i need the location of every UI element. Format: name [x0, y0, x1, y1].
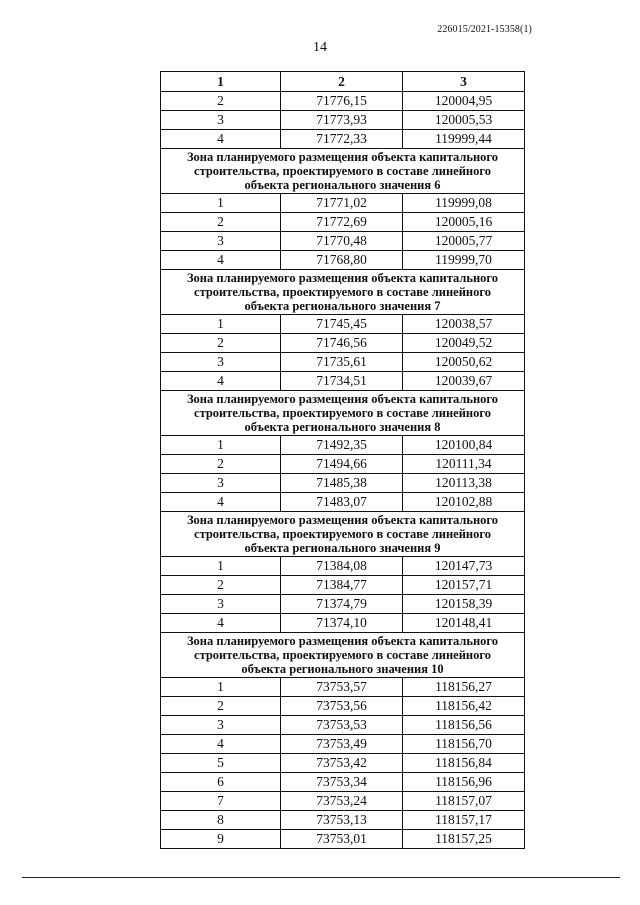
zone-heading-line: Зона планируемого размещения объекта капитального	[186, 513, 499, 527]
table-row	[161, 614, 525, 633]
zone-heading-line: объекта регионального значения 10	[241, 662, 444, 676]
x-coordinate-cell: 71374,10	[281, 614, 403, 633]
zone-heading-line: Зона планируемого размещения объекта капитального	[186, 150, 499, 164]
table-row	[161, 213, 525, 232]
y-coordinate-cell: 118156,42	[403, 697, 525, 716]
table-row	[161, 773, 525, 792]
table-row	[161, 830, 525, 849]
y-coordinate-cell: 120039,67	[403, 372, 525, 391]
table-row	[161, 697, 525, 716]
zone-heading-row	[161, 149, 525, 194]
zone-heading-line: строительства, проектируемого в составе линейного	[194, 648, 491, 662]
x-coordinate-cell: 71776,15	[281, 92, 403, 111]
zone-heading-line: строительства, проектируемого в составе линейного	[194, 527, 491, 541]
zone-heading-line: Зона планируемого размещения объекта капитального	[186, 271, 499, 285]
zone-heading-line: Зона планируемого размещения объекта капитального	[186, 634, 499, 648]
table-row	[161, 474, 525, 493]
header-cell-y: 3	[403, 72, 525, 92]
x-coordinate-cell: 71772,33	[281, 130, 403, 149]
coordinates-table-body	[161, 72, 525, 849]
y-coordinate-cell: 120038,57	[403, 315, 525, 334]
zone-heading-line: строительства, проектируемого в составе линейного	[194, 285, 491, 299]
zone-heading-row	[161, 270, 525, 315]
y-coordinate-cell: 120102,88	[403, 493, 525, 512]
header-cell-x: 2	[281, 72, 403, 92]
coordinates-table	[160, 71, 525, 849]
point-number-cell: 7	[161, 792, 281, 811]
x-coordinate-cell: 71384,08	[281, 557, 403, 576]
point-number-cell: 2	[161, 213, 281, 232]
x-coordinate-cell: 73753,01	[281, 830, 403, 849]
point-number-cell: 2	[161, 334, 281, 353]
point-number-cell: 2	[161, 697, 281, 716]
zone-heading-row	[161, 391, 525, 436]
point-number-cell: 3	[161, 353, 281, 372]
y-coordinate-cell: 120113,38	[403, 474, 525, 493]
zone-heading	[161, 391, 525, 436]
zone-heading-line: объекта регионального значения 9	[244, 541, 441, 555]
point-number-cell: 5	[161, 754, 281, 773]
table-row	[161, 194, 525, 213]
x-coordinate-cell: 71773,93	[281, 111, 403, 130]
table-row	[161, 595, 525, 614]
table-row	[161, 811, 525, 830]
point-number-cell: 9	[161, 830, 281, 849]
table-row	[161, 251, 525, 270]
x-coordinate-cell: 73753,53	[281, 716, 403, 735]
y-coordinate-cell: 120049,52	[403, 334, 525, 353]
x-coordinate-cell: 71374,79	[281, 595, 403, 614]
point-number-cell: 3	[161, 716, 281, 735]
x-coordinate-cell: 71772,69	[281, 213, 403, 232]
y-coordinate-cell: 120100,84	[403, 436, 525, 455]
table-row	[161, 716, 525, 735]
zone-heading	[161, 633, 525, 678]
y-coordinate-cell: 118157,17	[403, 811, 525, 830]
table-row	[161, 576, 525, 595]
x-coordinate-cell: 71483,07	[281, 493, 403, 512]
table-row	[161, 130, 525, 149]
y-coordinate-cell: 120005,16	[403, 213, 525, 232]
footer-rule	[22, 877, 620, 878]
zone-heading-line: Зона планируемого размещения объекта капитального	[186, 392, 499, 406]
y-coordinate-cell: 118156,84	[403, 754, 525, 773]
x-coordinate-cell: 71492,35	[281, 436, 403, 455]
x-coordinate-cell: 71770,48	[281, 232, 403, 251]
y-coordinate-cell: 120004,95	[403, 92, 525, 111]
y-coordinate-cell: 120050,62	[403, 353, 525, 372]
point-number-cell: 2	[161, 92, 281, 111]
y-coordinate-cell: 119999,44	[403, 130, 525, 149]
y-coordinate-cell: 118156,56	[403, 716, 525, 735]
zone-heading	[161, 149, 525, 194]
x-coordinate-cell: 71734,51	[281, 372, 403, 391]
point-number-cell: 3	[161, 111, 281, 130]
x-coordinate-cell: 71768,80	[281, 251, 403, 270]
y-coordinate-cell: 118156,70	[403, 735, 525, 754]
table-header-row	[161, 72, 525, 92]
point-number-cell: 4	[161, 735, 281, 754]
zone-heading	[161, 512, 525, 557]
y-coordinate-cell: 120005,53	[403, 111, 525, 130]
point-number-cell: 1	[161, 315, 281, 334]
x-coordinate-cell: 71384,77	[281, 576, 403, 595]
y-coordinate-cell: 120148,41	[403, 614, 525, 633]
point-number-cell: 4	[161, 614, 281, 633]
point-number-cell: 4	[161, 372, 281, 391]
y-coordinate-cell: 120147,73	[403, 557, 525, 576]
zone-heading-line: объекта регионального значения 6	[244, 178, 441, 192]
x-coordinate-cell: 73753,42	[281, 754, 403, 773]
y-coordinate-cell: 118157,25	[403, 830, 525, 849]
y-coordinate-cell: 118156,27	[403, 678, 525, 697]
zone-heading-row	[161, 512, 525, 557]
table-row	[161, 232, 525, 251]
point-number-cell: 2	[161, 455, 281, 474]
y-coordinate-cell: 120157,71	[403, 576, 525, 595]
x-coordinate-cell: 73753,13	[281, 811, 403, 830]
point-number-cell: 4	[161, 130, 281, 149]
table-row	[161, 735, 525, 754]
x-coordinate-cell: 73753,56	[281, 697, 403, 716]
x-coordinate-cell: 71494,66	[281, 455, 403, 474]
x-coordinate-cell: 71485,38	[281, 474, 403, 493]
zone-heading-line: объекта регионального значения 7	[244, 299, 441, 313]
x-coordinate-cell: 71746,56	[281, 334, 403, 353]
point-number-cell: 4	[161, 493, 281, 512]
x-coordinate-cell: 73753,49	[281, 735, 403, 754]
point-number-cell: 6	[161, 773, 281, 792]
point-number-cell: 1	[161, 436, 281, 455]
x-coordinate-cell: 73753,24	[281, 792, 403, 811]
point-number-cell: 1	[161, 194, 281, 213]
y-coordinate-cell: 119999,08	[403, 194, 525, 213]
table-row	[161, 372, 525, 391]
point-number-cell: 2	[161, 576, 281, 595]
x-coordinate-cell: 71745,45	[281, 315, 403, 334]
zone-heading	[161, 270, 525, 315]
table-row	[161, 111, 525, 130]
table-row	[161, 455, 525, 474]
table-row	[161, 792, 525, 811]
point-number-cell: 3	[161, 232, 281, 251]
header-cell-point: 1	[161, 72, 281, 92]
y-coordinate-cell: 120111,34	[403, 455, 525, 474]
table-row	[161, 353, 525, 372]
zone-heading-line: объекта регионального значения 8	[244, 420, 441, 434]
table-row	[161, 92, 525, 111]
table-row	[161, 315, 525, 334]
zone-heading-line: строительства, проектируемого в составе линейного	[194, 164, 491, 178]
x-coordinate-cell: 73753,57	[281, 678, 403, 697]
y-coordinate-cell: 120158,39	[403, 595, 525, 614]
zone-heading-row	[161, 633, 525, 678]
table-row	[161, 334, 525, 353]
point-number-cell: 3	[161, 474, 281, 493]
y-coordinate-cell: 120005,77	[403, 232, 525, 251]
point-number-cell: 8	[161, 811, 281, 830]
x-coordinate-cell: 71771,02	[281, 194, 403, 213]
y-coordinate-cell: 118157,07	[403, 792, 525, 811]
point-number-cell: 4	[161, 251, 281, 270]
document-id: 226015/2021-15358(1)	[437, 24, 532, 35]
point-number-cell: 1	[161, 557, 281, 576]
table-row	[161, 493, 525, 512]
point-number-cell: 1	[161, 678, 281, 697]
table-row	[161, 557, 525, 576]
table-row	[161, 436, 525, 455]
y-coordinate-cell: 119999,70	[403, 251, 525, 270]
table-row	[161, 678, 525, 697]
page-number: 14	[313, 40, 327, 55]
table-row	[161, 754, 525, 773]
x-coordinate-cell: 71735,61	[281, 353, 403, 372]
x-coordinate-cell: 73753,34	[281, 773, 403, 792]
zone-heading-line: строительства, проектируемого в составе линейного	[194, 406, 491, 420]
y-coordinate-cell: 118156,96	[403, 773, 525, 792]
point-number-cell: 3	[161, 595, 281, 614]
